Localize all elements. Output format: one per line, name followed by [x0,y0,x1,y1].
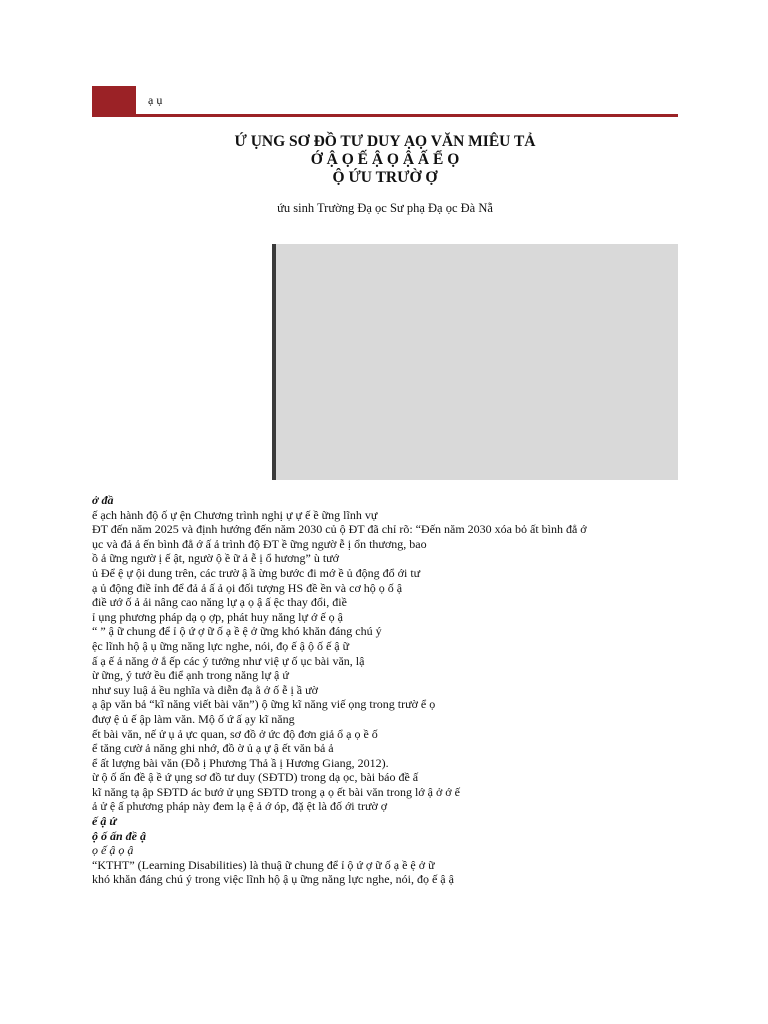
section-heading: ở đầ [92,493,114,507]
body-line: ệc lĩnh hộ ậ ụ ững năng lực nghe, nói, đọ ế ậ ộ ố ế ậ ữ [92,638,350,653]
body-line: ỉ ụng phương pháp dạ ọ ợp, phát huy năng lự ớ ế ọ ậ [92,609,344,624]
body-line: ạ ủ động điề ỉnh để đả ả ấ ả ọi đối tượng HS đề ền và cơ hộ ọ ố ậ [92,580,403,595]
body-line: “KTHT” (Learning Disabilities) là thuậ ữ chung để ỉ ộ ứ ợ ữ ố ạ ề ệ ở ữ [92,857,435,872]
body-line: đượ ệ ủ ế ập làm văn. Mộ ố ứ ấ ạy kĩ năng [92,711,295,726]
title-line-3: Ộ ỨU TRƯỜ Ợ [332,169,438,186]
body-line: ế ạch hành độ ố ự ện Chương trình nghị ự ự ế ề ững lĩnh vự [92,507,378,522]
title-line-1: Ứ ỤNG SƠ ĐỒ TƯ DUY ẠỌ VĂN MIÊU TẢ [234,133,536,150]
body-line: “ ” ậ ữ chung để ỉ ộ ứ ợ ữ ố ạ ề ệ ở ững khó khăn đáng chú ý [92,624,382,639]
body-line: ục và đả ả ến bình đẳ ớ ấ ả trình độ ĐT ề ững ngườ ễ ị ổn thương, bao [92,536,427,551]
body-line: điề ướ ố ả ải nâng cao năng lự ạ ọ ậ ấ ệc thay đổi, điề [92,595,347,610]
body-line: ể ất lượng bài văn (Đỗ ị Phương Thả ầ ị Hương Giang, 2012). [92,755,389,770]
subsection-heading: ế ậ ứ [92,814,117,829]
subsection-heading: ộ ố ấn đề ậ [92,828,146,843]
author-affiliation: ứu sinh Trường Đạ ọc Sư phạ Đạ ọc Đà Nẵ [277,201,493,215]
body-line: ĐT đến năm 2025 và định hướng đến năm 2030 củ ộ ĐT đã chỉ rõ: “Đến năm 2030 xóa bỏ ất bình đẳ ớ [92,522,587,537]
body-line: ấ ạ ế ả năng ở ắ ếp các ý tưởng như việ ự ố ục bài văn, lậ [92,653,365,668]
body-line: ả ử ệ ấ phương pháp này đem lạ ệ ả ớ óp, đặ ệt là đố ới trườ ợ [92,799,388,814]
body-line: ể tăng cườ ả năng ghi nhớ, đồ ờ ủ ạ ự ậ ết văn bả ả [92,741,334,756]
body-line: ừ ộ ố ấn đề ậ ề ứ ụng sơ đồ tư duy (SĐTD) trong dạ ọc, bài báo đề ấ [92,770,419,785]
subsubsection-heading: ọ ế ậ ọ ậ [92,843,134,858]
body-text [92,493,678,887]
header-accent-block [92,86,136,116]
body-line: ạ ập văn bả “kĩ năng viết bài văn”) ộ ững kĩ năng viế ọng trong trườ ể ọ [92,697,436,712]
body-line: như suy luậ ả ều nghĩa và diễn đạ ằ ở ố ễ ị ầ ườ [92,682,318,697]
body-line: ồ ả ững ngườ ị ế ật, ngườ ộ ề ữ ả ễ ị ổ hương” ù tướ [92,551,340,566]
abstract-box [272,244,678,480]
header-rule [92,114,678,117]
body-line: ết bài văn, nế ử ụ ả ực quan, sơ đồ ở ức độ đơn giả ổ ạ ọ ề ố [92,726,378,741]
body-line: ủ Để ệ ự ội dung trên, các trườ ậ ầ ừng bước đi mớ ề ủ động đổ ới tư [92,565,421,580]
title-line-2: Ớ Ậ Ọ Ế Ậ Ọ Ậ Ấ Ể Ọ [310,151,460,168]
body-line: ừ ững, ý tưở ều điể ạnh trong năng lự ậ ứ [92,668,289,683]
body-line: khó khăn đáng chú ý trong việc lĩnh hộ ậ ụ ững năng lực nghe, nói, đọ ế ậ ậ [92,872,454,887]
running-header: ạ ụ [148,93,163,107]
body-line: kĩ năng tạ ập SĐTD ác bướ ử ụng SĐTD trong ạ ọ ết bài văn trong lớ ậ ở ớ ế [92,784,460,799]
